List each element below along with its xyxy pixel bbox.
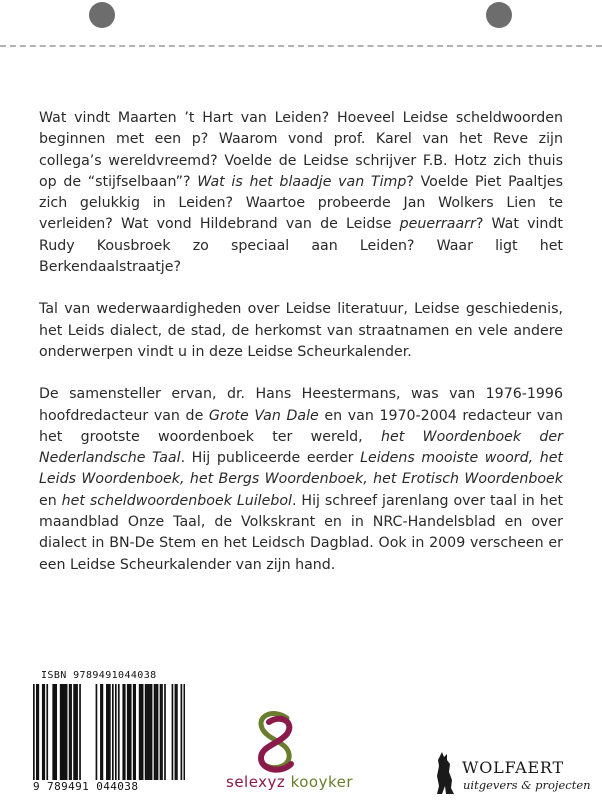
- italic-text: het Woordenboek der Nederlandsche Taal: [39, 428, 563, 467]
- isbn-label: ISBN 9789491044038: [41, 670, 157, 681]
- italic-text: Grote Van Dale: [208, 407, 319, 424]
- wolf-silhouette-icon: [434, 752, 456, 794]
- selexyz-logo-icon: [247, 708, 307, 776]
- text-run: en: [39, 492, 62, 509]
- text-run: . Hij schreef jarenlang over taal in het maandblad Onze Taal, de Volkskrant en in NRC-Handelsblad en over dialect in BN-De Stem en het Leidsch Dagblad. Ook in 2009 verscheen er een Leidse Scheurkalender van zijn hand.: [39, 492, 564, 573]
- text-run: en van 1970-2004 redacteur van het grootste woordenboek ter wereld,: [39, 407, 563, 445]
- wolfaert-name: WOLFAERT: [462, 758, 564, 777]
- punch-hole-right: [486, 2, 512, 28]
- text-run: Tal van wederwaardigheden over Leidse literatuur, Leidse geschiedenis, het Leids dialect, de stad, de herkomst van straatnamen en vele andere onderwerpen vindt u in deze Leidse Scheurkalender.: [39, 301, 563, 360]
- paragraph-topics: [39, 299, 563, 363]
- italic-text: het scheldwoordenboek Luilebol: [61, 492, 292, 509]
- italic-text: peuerraarr: [399, 216, 476, 233]
- selexyz-kooyker-wordmark: [226, 773, 353, 791]
- italic-text: Wat is het blaadje van Timp: [197, 173, 407, 190]
- selexyz-word: selexyz: [226, 773, 286, 791]
- punch-hole-left: [89, 2, 115, 28]
- back-cover-text: [39, 108, 563, 597]
- perforation-line: [0, 45, 602, 47]
- wolfaert-subtitle: uitgevers & projecten: [463, 778, 591, 792]
- barcode-icon: [33, 684, 185, 780]
- text-run: ? Voelde Piet Paaltjes zich gelukkig in Leiden? Waartoe probeerde Jan Wolkers Lien te verleiden? Wat vond Hildebrand van de Leidse: [39, 173, 564, 233]
- italic-text: Leidens mooiste woord, het Leids Woordenboek, het Bergs Woordenboek, het Erotisch Woordenboek: [39, 450, 563, 488]
- kooyker-word: kooyker: [290, 773, 354, 791]
- paragraph-intro: [39, 108, 563, 278]
- text-run: ? Wat vindt Rudy Kousbroek zo speciaal aan Leiden? Waar ligt het Berkendaalstraatje?: [39, 216, 563, 276]
- paragraph-author: [39, 384, 563, 576]
- barcode-digits: 9 789491 044038: [33, 780, 139, 793]
- text-run: De samensteller ervan, dr. Hans Heestermans, was van 1976-1996 hoofdredacteur van de: [39, 386, 563, 424]
- text-run: . Hij publiceerde eerder: [180, 450, 361, 467]
- text-run: Wat vindt Maarten ’t Hart van Leiden? Hoeveel Leidse scheldwoorden beginnen met een p? Waarom vond prof. Karel van het Reve zijn collega’s wereldvreemd? Voelde de Leidse schrijver F.B. Hotz zich thuis op de “stijfselbaan”?: [39, 110, 563, 190]
